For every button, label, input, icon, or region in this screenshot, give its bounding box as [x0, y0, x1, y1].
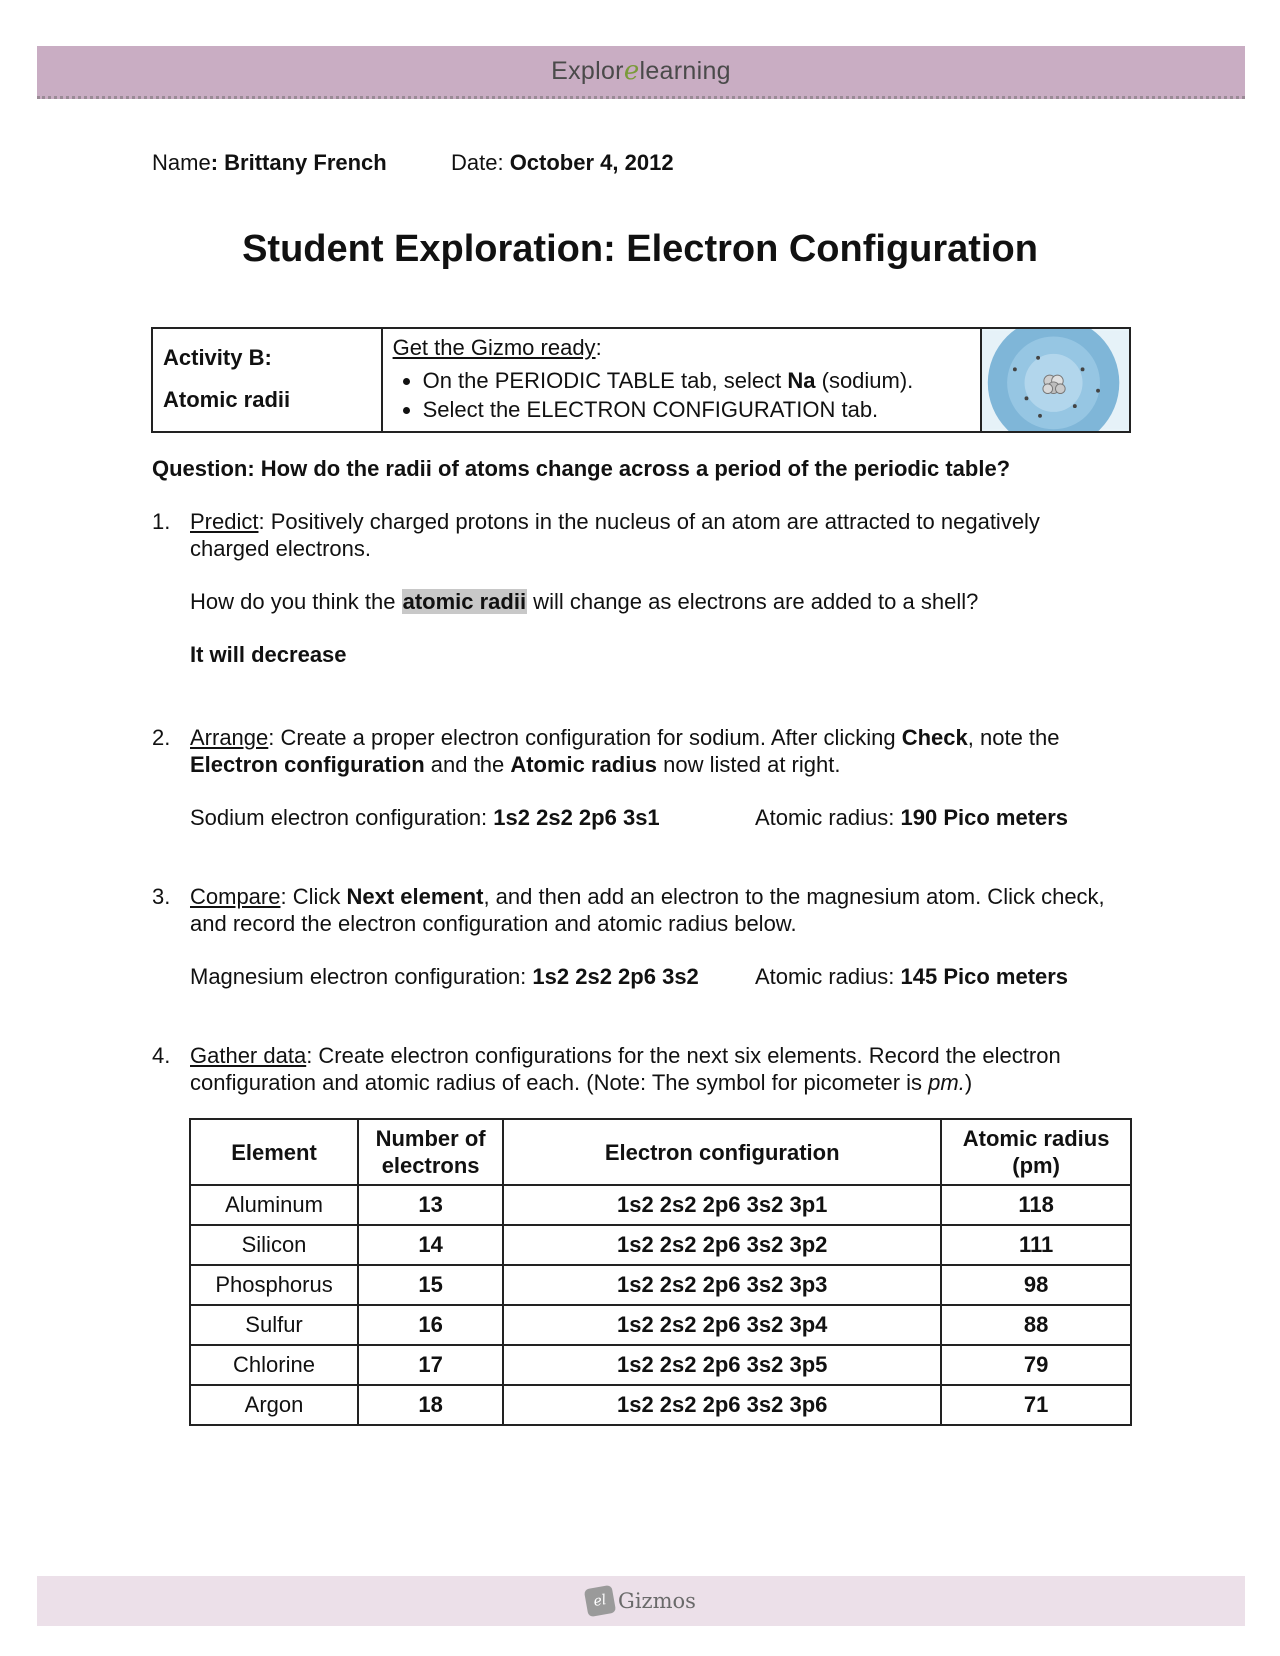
col-header-configuration: Electron configuration: [503, 1119, 941, 1185]
atom-image-cell: [981, 328, 1130, 432]
col-header-electrons: Number of electrons: [358, 1119, 503, 1185]
table-row: Phosphorus 15 1s2 2s2 2p6 3s2 3p3 98: [190, 1265, 1131, 1305]
item-predict: 1. Predict: Positively charged protons in the nucleus of an atom are attracted to negatively charged electrons. How do you think the atomic radii will change as electrons are added to a shell? It will decrease: [152, 508, 1112, 668]
highlighted-term: atomic radii: [402, 589, 527, 614]
magnesium-answer-line: Magnesium electron configuration: 1s2 2s2 2p6 3s2 Atomic radius: 145 Pico meters: [190, 964, 1069, 989]
activity-topic: Atomic radii: [163, 387, 291, 412]
item-arrange: 2. Arrange: Create a proper electron configuration for sodium. After clicking Check, note the Electron configuration and the Atomic radius now listed at right. Sodium electron configuration: 1s2 2s2 2p6 3s1 Atomic radius: 190 Pico meters: [152, 724, 1112, 831]
item-compare: 3. Compare: Click Next element, and then add an electron to the magnesium atom. Click check, and record the electron configuration and atomic radius below. Magnesium electron configuration: 1s2 2s2 2p6 3s2 Atomic radius: 145 Pico meters: [152, 883, 1112, 990]
table-row: Argon 18 1s2 2s2 2p6 3s2 3p6 71: [190, 1385, 1131, 1425]
table-header-row: [190, 1119, 1131, 1185]
predict-heading: Predict: [190, 509, 259, 534]
table-row: Sulfur 16 1s2 2s2 2p6 3s2 3p4 88: [190, 1305, 1131, 1345]
student-name: Brittany French: [224, 150, 387, 175]
gizmos-logo: el Gizmos: [586, 1587, 696, 1615]
date-value: October 4, 2012: [509, 150, 674, 175]
list-item: • On the PERIODIC TABLE tab, select Na (sodium).: [423, 366, 970, 395]
name-date-line: Name: Brittany French Date: October 4, 2012: [152, 150, 674, 175]
predict-answer: It will decrease: [190, 642, 347, 667]
name-label: Name: [152, 150, 211, 175]
col-header-radius: Atomic radius (pm): [941, 1119, 1131, 1185]
activity-box: [151, 327, 1131, 433]
footer-band: [37, 1576, 1245, 1626]
item-gather-data: 4. Gather data: Create electron configurations for the next six elements. Record the electron configuration and atomic radius of each. (Note: The symbol for picometer is pm.): [152, 1043, 1061, 1095]
date-label: Date:: [450, 150, 510, 175]
element-data-table: [189, 1118, 1132, 1426]
magnesium-config-value: 1s2 2s2 2p6 3s2: [532, 964, 699, 989]
gizmo-ready-cell: Get the Gizmo ready: • On the PERIODIC TABLE tab, select Na (sodium). • Select the ELECTRON CONFIGURATION tab.: [382, 328, 981, 432]
predict-prompt: How do you think the atomic radii will change as electrons are added to a shell?: [190, 589, 979, 614]
compare-heading: Compare: [190, 884, 281, 909]
gather-data-heading: Gather data: [190, 1043, 307, 1068]
magnesium-radius-value: 145 Pico meters: [900, 964, 1069, 989]
list-item: • Select the ELECTRON CONFIGURATION tab.: [423, 395, 970, 424]
gizmo-ready-heading: Get the Gizmo ready: [392, 335, 596, 360]
sodium-radius-value: 190 Pico meters: [900, 805, 1069, 830]
sodium-config-value: 1s2 2s2 2p6 3s1: [493, 805, 660, 830]
atom-illustration: [982, 329, 1129, 431]
table-row: Aluminum 13 1s2 2s2 2p6 3s2 3p1 118: [190, 1185, 1131, 1225]
activity-label: Activity B:: [163, 345, 272, 370]
gizmo-ready-list: [393, 366, 970, 424]
col-header-element: Element: [190, 1119, 358, 1185]
header-band: [37, 46, 1245, 99]
table-row: Silicon 14 1s2 2s2 2p6 3s2 3p2 111: [190, 1225, 1131, 1265]
explorelearning-logo: Explorelearning: [551, 56, 731, 86]
question-heading: Question: How do the radii of atoms change across a period of the periodic table?: [152, 456, 1011, 481]
table-row: Chlorine 17 1s2 2s2 2p6 3s2 3p5 79: [190, 1345, 1131, 1385]
activity-label-cell: [152, 328, 382, 432]
sodium-answer-line: Sodium electron configuration: 1s2 2s2 2p6 3s1 Atomic radius: 190 Pico meters: [190, 805, 1069, 830]
page-title: Student Exploration: Electron Configuration: [242, 228, 1038, 270]
arrange-heading: Arrange: [190, 725, 269, 750]
